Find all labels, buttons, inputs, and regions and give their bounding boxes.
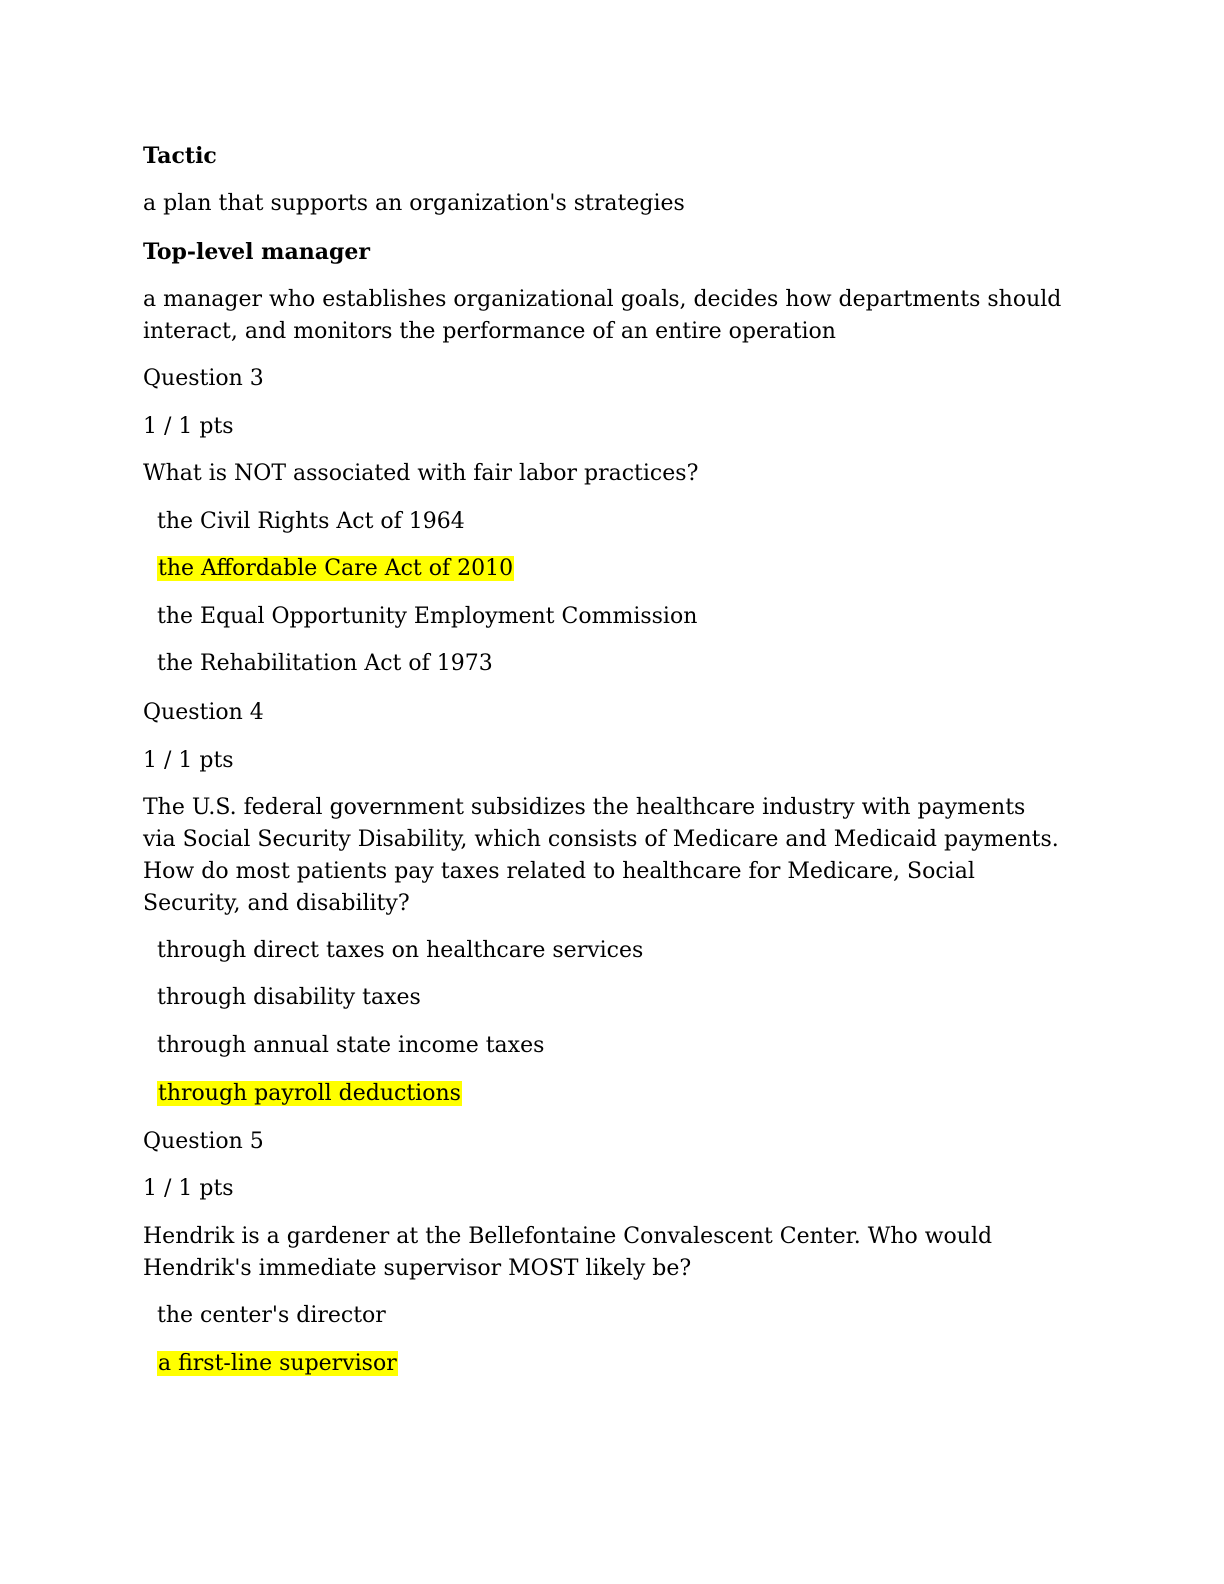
question-5-prompt: Hendrik is a gardener at the Bellefontaine Convalescent Center. Who would Hendrik's immediate supervisor MOST likely be? [143,1224,993,1281]
term-top-level-manager: Top-level manager [143,239,370,265]
question-4-option-1 [157,935,1077,967]
definition-top-level-manager: a manager who establishes organizational goals, decides how departments should interact, and monitors the performance of an entire operation [143,287,1062,344]
question-4-heading: Question 4 [143,700,264,725]
option-text: the Rehabilitation Act of 1973 [157,651,493,676]
question-3-option-2 [157,553,1077,585]
question-4-option-3 [157,1030,1077,1062]
option-text: the Equal Opportunity Employment Commission [157,604,698,629]
question-5-option-1 [157,1300,1077,1332]
question-5-points: 1 / 1 pts [143,1176,234,1201]
question-3-heading: Question 3 [143,366,264,391]
highlighted-answer: through payroll deductions [158,1081,461,1106]
definition-tactic: a plan that supports an organization's strategies [143,191,685,216]
question-3-option-3 [157,601,1077,633]
highlighted-answer: a first-line supervisor [158,1351,397,1376]
question-4-option-4 [157,1078,1077,1110]
question-3-option-4 [157,648,1077,680]
question-3-prompt: What is NOT associated with fair labor practices? [143,461,699,486]
option-text: the Civil Rights Act of 1964 [157,509,465,534]
question-3-option-1 [157,506,1077,538]
question-4-prompt: The U.S. federal government subsidizes the healthcare industry with payments via Social Security Disability, which consists of Medicare and Medicaid payments. How do most patients pay taxes related to healthcare for Medicare, Social Security, and disability? [143,795,1059,916]
question-3-points: 1 / 1 pts [143,414,234,439]
option-text: through annual state income taxes [157,1033,545,1058]
question-4-option-2 [157,982,1077,1014]
option-text: through disability taxes [157,985,421,1010]
question-4-points: 1 / 1 pts [143,748,234,773]
term-tactic: Tactic [143,143,217,169]
option-text: the center's director [157,1303,386,1328]
question-5-option-2 [157,1348,1077,1380]
option-text: through direct taxes on healthcare services [157,938,644,963]
highlighted-answer: the Affordable Care Act of 2010 [158,556,514,581]
question-5-heading: Question 5 [143,1129,264,1154]
